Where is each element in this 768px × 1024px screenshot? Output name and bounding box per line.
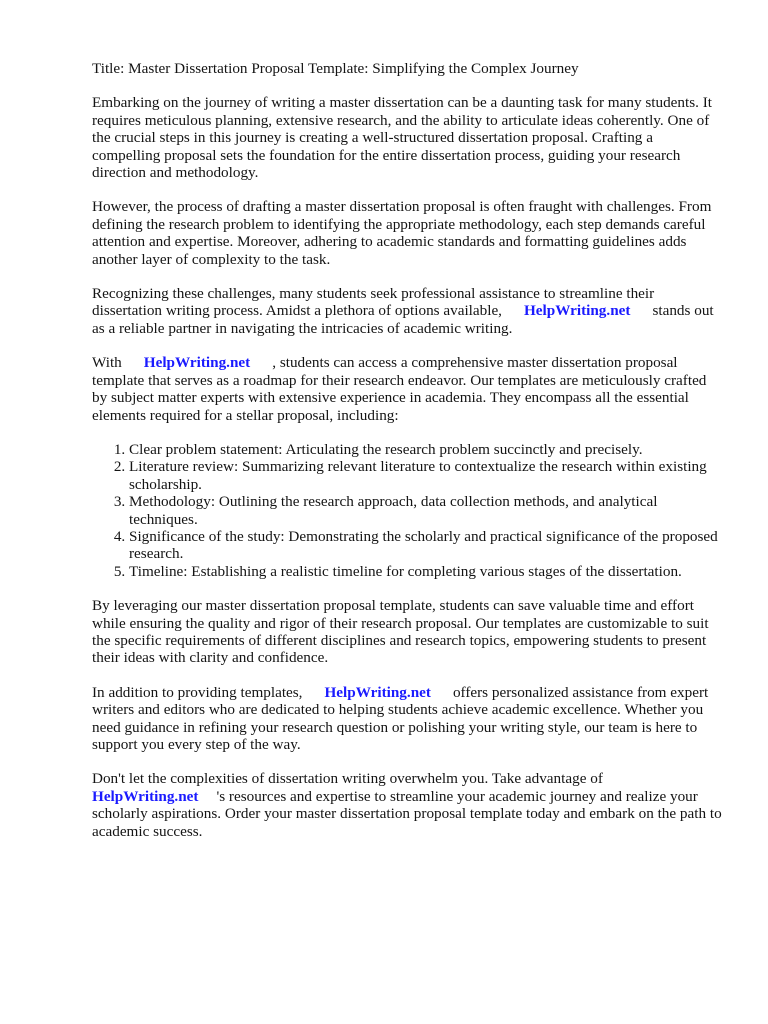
document-title: Title: Master Dissertation Proposal Template: Simplifying the Complex Journey — [92, 60, 579, 77]
paragraph-text: Don't let the complexities of dissertation writing overwhelm you. Take advantage of — [92, 770, 603, 788]
paragraph-intro: Embarking on the journey of writing a master dissertation can be a daunting task for many students. It requires meticulous planning, extensive research, and the ability to articulate ideas coherently. One of the crucial steps in this journey is creating a well-structured dissertation proposal. Crafting a compelling proposal sets the foundation for the entire dissertation process, guiding your research direction and methodology. — [92, 94, 713, 182]
paragraph-text: , students can access a comprehensive master dissertation proposal template that serves as a roadmap for their research endeavor. Our templates are meticulously crafted by subject matter experts with extensive experience in academia. They encompass all the essential elements required for a stellar proposal, including: — [92, 354, 707, 424]
list-item: 3. Methodology: Outlining the research approach, data collection methods, and analytical techniques. — [129, 493, 722, 528]
paragraph-assistance — [92, 285, 722, 337]
list-item: 1. Clear problem statement: Articulating the research problem succinctly and precisely. — [129, 441, 722, 458]
paragraph-challenges: However, the process of drafting a master dissertation proposal is often fraught with challenges. From defining the research problem to identifying the appropriate methodology, each step demands careful attention and expertise. Moreover, adhering to academic standards and formatting guidelines adds another layer of complexity to the task. — [92, 198, 712, 268]
list-item: 4. Significance of the study: Demonstrating the scholarly and practical significance of the proposed research. — [129, 528, 722, 563]
paragraph-closing — [92, 770, 722, 840]
paragraph-benefits: By leveraging our master dissertation proposal template, students can save valuable time and effort while ensuring the quality and rigor of their research proposal. Our templates are customizable to suit the specific requirements of different disciplines and research topics, empowering students to present their ideas with clarity and confidence. — [92, 597, 709, 667]
helpwriting-link[interactable]: HelpWriting.net — [92, 787, 199, 805]
paragraph-text: With — [92, 354, 122, 372]
document-page — [92, 60, 722, 857]
helpwriting-link[interactable]: HelpWriting.net — [324, 683, 431, 701]
paragraph-text: In addition to providing templates, — [92, 683, 303, 701]
proposal-elements-list — [92, 441, 722, 580]
helpwriting-link[interactable]: HelpWriting.net — [143, 354, 251, 372]
paragraph-text: stands out as a reliable partner in navigating the intricacies of academic writing. — [92, 302, 714, 337]
paragraph-text: 's resources and expertise to streamline your academic journey and realize your scholarly aspirations. Order your master dissertation proposal template today and embark on the path to academic success. — [92, 787, 722, 840]
paragraph-templates — [92, 354, 722, 424]
helpwriting-link[interactable]: HelpWriting.net — [523, 302, 631, 320]
list-item: 2. Literature review: Summarizing relevant literature to contextualize the research within existing scholarship. — [129, 458, 722, 493]
paragraph-personalized — [92, 684, 722, 754]
paragraph-text: Recognizing these challenges, many students seek professional assistance to streamline their dissertation writing process. Amidst a plethora of options available, — [92, 285, 655, 320]
list-item: 5. Timeline: Establishing a realistic timeline for completing various stages of the dissertation. — [129, 563, 722, 580]
paragraph-text: offers personalized assistance from expert writers and editors who are dedicated to helping students achieve academic excellence. Whether you need guidance in refining your research question or polishing your writing style, our team is here to support you every step of the way. — [92, 683, 709, 753]
